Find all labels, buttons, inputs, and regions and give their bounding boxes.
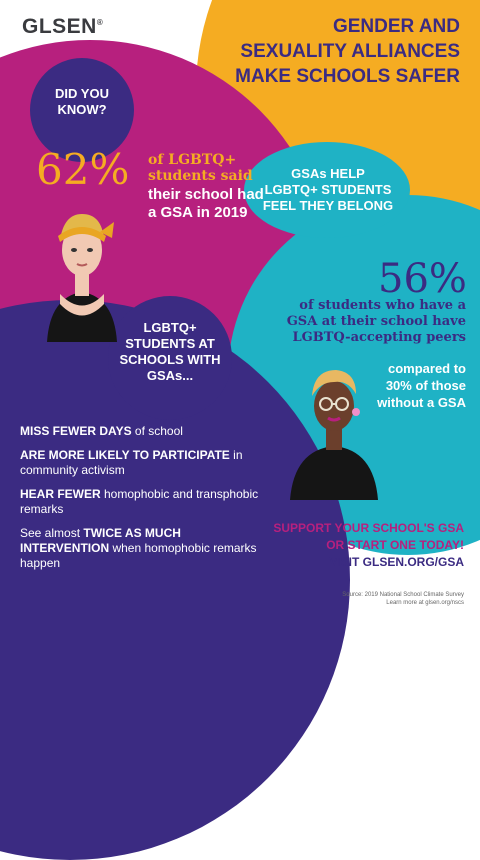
source-line-2: Learn more at glsen.org/nscs xyxy=(386,600,464,606)
stat-62-value: 62% xyxy=(36,145,130,194)
benefit-item xyxy=(20,487,260,517)
benefit-strong: HEAR FEWER xyxy=(20,487,101,501)
did-you-know-text xyxy=(34,86,130,118)
benefits-list xyxy=(20,424,260,580)
lgbtq-students-text xyxy=(116,320,224,384)
benefit-item xyxy=(20,448,260,478)
stat-56-label xyxy=(250,298,466,346)
benefit-item xyxy=(20,424,260,439)
benefit-rest: of school xyxy=(131,424,183,438)
logo-registered-mark: ® xyxy=(96,18,104,27)
stat-56-comparison-line-3: without a GSA xyxy=(377,395,466,410)
stat-62-description-line-1: their school had xyxy=(148,186,264,203)
cta-line-1: SUPPORT YOUR SCHOOL'S GSA xyxy=(273,521,464,535)
stat-56-comparison-line-1: compared to xyxy=(387,361,466,376)
benefit-item xyxy=(20,526,260,571)
page-title xyxy=(220,14,460,89)
source-line-1: Source: 2019 National School Climate Survey xyxy=(342,592,464,598)
benefit-rest: in community activism xyxy=(20,448,243,477)
cta-line-2: OR START ONE TODAY! xyxy=(326,538,464,552)
benefit-strong: MISS FEWER DAYS xyxy=(20,424,132,438)
title-line-1: GENDER AND xyxy=(332,16,460,37)
did-you-know-line-1: DID YOU xyxy=(55,86,109,101)
benefit-pre: See almost xyxy=(20,526,84,540)
stat-56-value: 56% xyxy=(378,256,467,302)
logo-text: GLSEN xyxy=(22,15,97,38)
student-illustration-left xyxy=(42,192,122,342)
source-note xyxy=(270,591,464,607)
stat-56-comparison xyxy=(320,360,466,411)
benefit-strong: TWICE AS MUCH INTERVENTION xyxy=(20,526,181,555)
benefit-strong: ARE MORE LIKELY TO PARTICIPATE xyxy=(20,448,230,462)
call-to-action xyxy=(250,520,464,571)
stat-56-comparison-line-2: 30% of those xyxy=(385,378,466,393)
stat-62-label-line-2: students said xyxy=(148,168,253,184)
glsen-logo xyxy=(22,15,103,39)
stat-62-label-line-1: of LGBTQ+ xyxy=(148,152,237,168)
title-line-3: MAKE SCHOOLS SAFER xyxy=(235,66,460,87)
benefit-rest: when homophobic remarks happen xyxy=(20,541,257,570)
benefit-rest: homophobic and transphobic remarks xyxy=(20,487,259,516)
lgbtq-line-1: LGBTQ+ xyxy=(143,320,197,335)
lgbtq-line-2: STUDENTS AT xyxy=(125,336,215,351)
stat-56-label-line-3: LGBTQ-accepting peers xyxy=(292,330,466,345)
lgbtq-line-4: GSAs... xyxy=(146,368,194,383)
stat-56-label-line-2: GSA at their school have xyxy=(286,314,466,329)
stat-56-label-line-1: of students who have a xyxy=(299,298,466,313)
did-you-know-line-2: KNOW? xyxy=(57,102,107,117)
gsa-belong-text xyxy=(254,166,402,214)
stat-62-description-line-2: a GSA in 2019 xyxy=(148,204,248,221)
gsa-belong-line-2: LGBTQ+ STUDENTS xyxy=(264,182,392,197)
gsa-belong-line-3: FEEL THEY BELONG xyxy=(262,198,394,213)
cta-visit-link[interactable]: VISIT GLSEN.ORG/GSA xyxy=(329,555,464,569)
title-line-2: SEXUALITY ALLIANCES xyxy=(240,41,460,62)
gsa-belong-line-1: GSAs HELP xyxy=(291,166,365,181)
lgbtq-line-3: SCHOOLS WITH xyxy=(119,352,221,367)
